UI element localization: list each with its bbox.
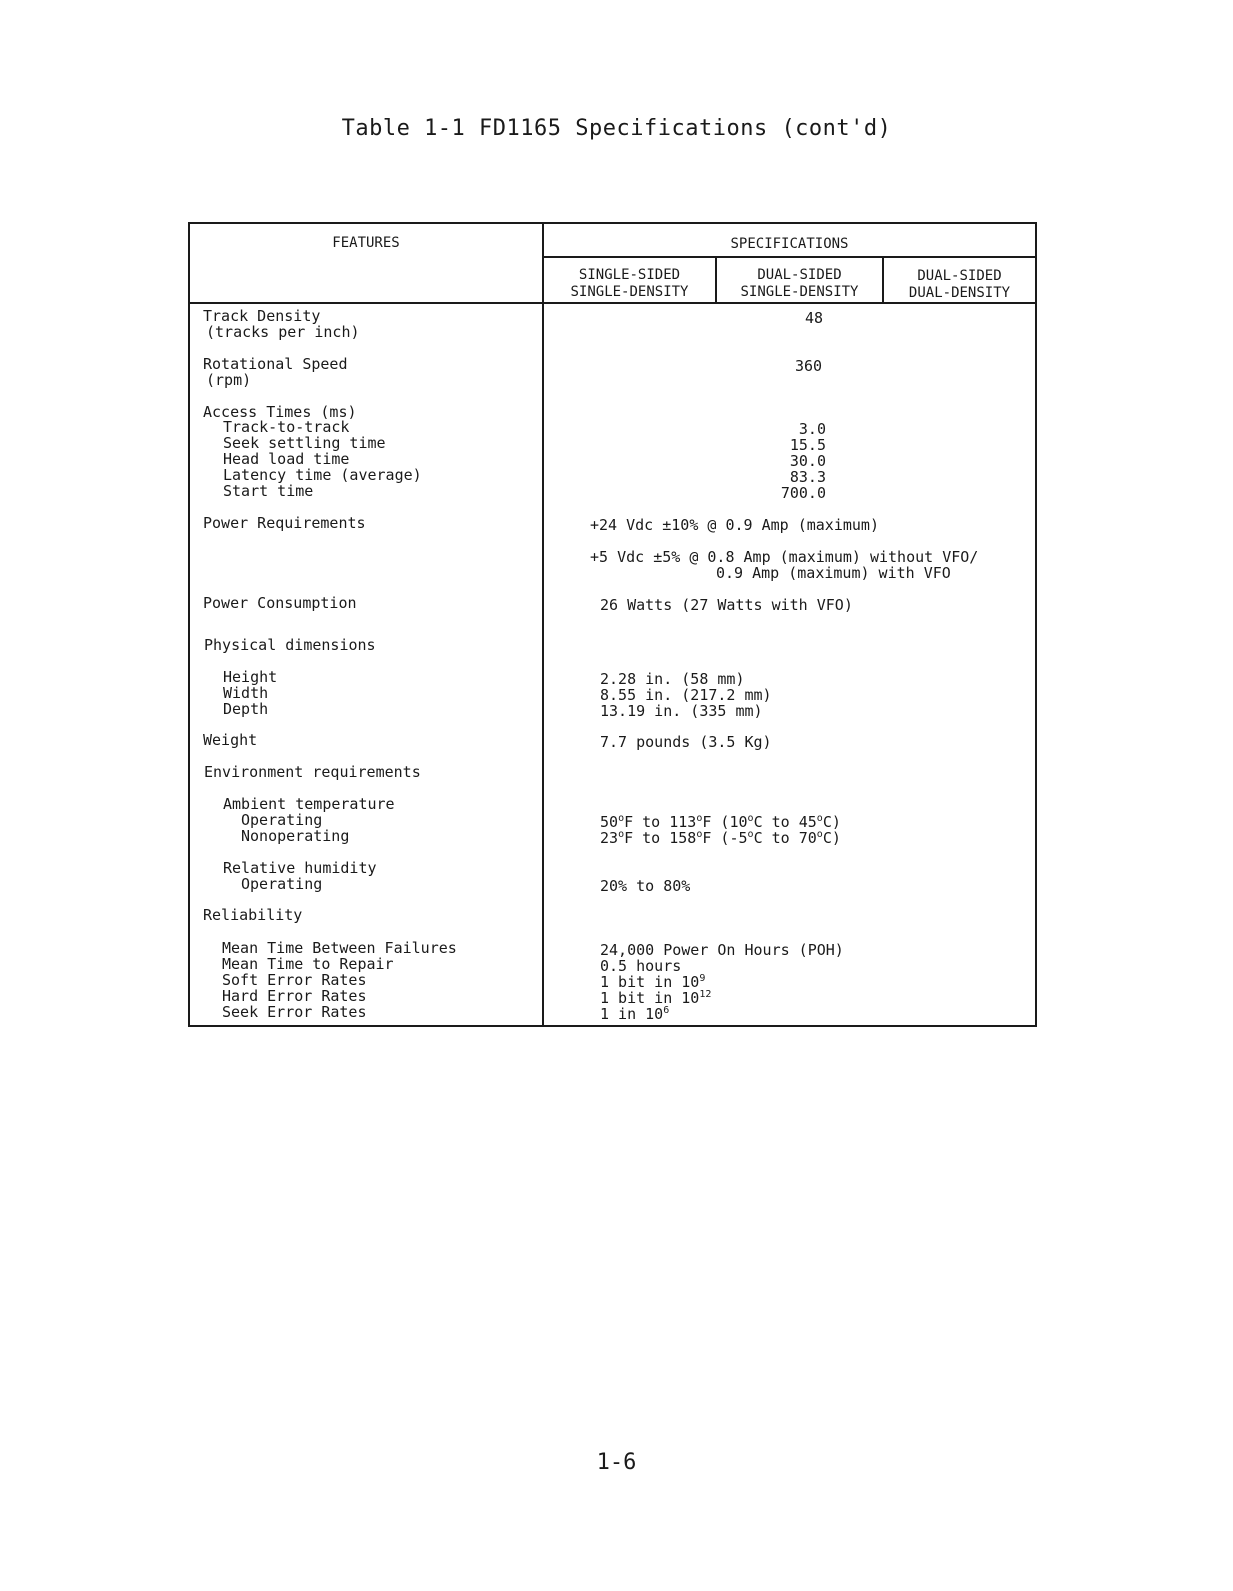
feature-mttr: Mean Time to Repair (222, 955, 394, 973)
spec-seek-error: 1 in $10^6$ (600, 1005, 670, 1023)
spec-track-density: 48 (805, 309, 824, 327)
col2-header-line2: SINGLE-DENSITY (740, 284, 859, 300)
feature-latency: Latency time (average) (223, 466, 422, 484)
feature-temp-nonoperating: Nonoperating (241, 827, 350, 845)
feature-ambient-temperature: Ambient temperature (223, 795, 395, 813)
feature-width: Width (223, 684, 269, 702)
feature-mtbf: Mean Time Between Failures (222, 939, 457, 957)
header-divider (542, 256, 1037, 258)
feature-height: Height (223, 668, 278, 686)
feature-seek-error: Seek Error Rates (222, 1003, 367, 1021)
feature-weight: Weight (203, 731, 258, 749)
spec-weight: 7.7 pounds (3.5 Kg) (600, 733, 772, 751)
feature-temp-operating: Operating (241, 811, 323, 829)
spec-humidity: 20% to 80% (600, 877, 691, 895)
spec-seek-settling: 15.5 (789, 436, 826, 454)
spec-temp-nonoperating: 23$^o$F to 158$^o$F (-5$^o$C to 70$^o$C) (600, 829, 841, 847)
spec-mttr: 0.5 hours (600, 957, 682, 975)
col3-header-line1: DUAL-SIDED (917, 268, 1002, 284)
column-divider (542, 224, 544, 1025)
feature-seek-settling: Seek settling time (223, 434, 386, 452)
spec-height: 2.28 in. (58 mm) (600, 670, 745, 688)
col1-header-line2: SINGLE-DENSITY (570, 284, 689, 300)
spec-power-5v-line2: 0.9 Amp (maximum) with VFO (716, 564, 951, 582)
page-number: 1-6 (596, 1450, 637, 1475)
spec-track-to-track: 3.0 (798, 420, 826, 438)
feature-access-times: Access Times (ms) (203, 403, 357, 421)
feature-power-requirements: Power Requirements (203, 514, 366, 532)
feature-hard-error: Hard Error Rates (222, 987, 367, 1005)
feature-relative-humidity: Relative humidity (223, 859, 377, 877)
spec-start-time: 700.0 (780, 484, 826, 502)
col1-header-line1: SINGLE-SIDED (578, 267, 681, 283)
spec-soft-error: 1 bit in $10^9$ (600, 973, 706, 991)
feature-head-load: Head load time (223, 450, 350, 468)
spec-power-5v-line1: +5 Vdc ±5% @ 0.8 Amp (maximum) without VFO/ (590, 548, 979, 566)
spec-depth: 13.19 in. (335 mm) (600, 702, 763, 720)
feature-track-to-track: Track-to-track (223, 418, 350, 436)
spec-latency: 83.3 (789, 468, 826, 486)
feature-track-density: Track Density (203, 307, 321, 325)
col2-header-line1: DUAL-SIDED (757, 267, 842, 283)
feature-reliability: Reliability (203, 906, 303, 924)
spec-head-load: 30.0 (789, 452, 826, 470)
feature-environment: Environment requirements (204, 763, 421, 781)
feature-soft-error: Soft Error Rates (222, 971, 367, 989)
features-header: FEATURES (332, 235, 400, 251)
feature-start-time: Start time (223, 482, 314, 500)
specifications-table (188, 222, 1037, 1027)
feature-power-consumption: Power Consumption (203, 594, 357, 612)
col3-header-line2: DUAL-DENSITY (908, 285, 1011, 301)
feature-depth: Depth (223, 700, 269, 718)
feature-track-density-unit: (tracks per inch) (206, 323, 360, 341)
header-bottom-rule (190, 302, 1035, 304)
spec-hard-error: 1 bit in $10^{12}$ (600, 989, 712, 1007)
specifications-header: SPECIFICATIONS (730, 236, 849, 252)
spec-power-consumption: 26 Watts (27 Watts with VFO) (600, 596, 853, 614)
spec-width: 8.55 in. (217.2 mm) (600, 686, 772, 704)
spec-mtbf: 24,000 Power On Hours (POH) (600, 941, 844, 959)
spec-power-24v: +24 Vdc ±10% @ 0.9 Amp (maximum) (590, 516, 879, 534)
feature-humidity-operating: Operating (241, 875, 323, 893)
page-title: Table 1-1 FD1165 Specifications (cont'd) (341, 116, 892, 141)
spec-temp-operating: 50$^o$F to 113$^o$F (10$^o$C to 45$^o$C) (600, 813, 841, 831)
feature-rotational-speed-unit: (rpm) (206, 371, 252, 389)
feature-rotational-speed: Rotational Speed (203, 355, 348, 373)
feature-physical-dimensions: Physical dimensions (204, 636, 376, 654)
spec-rotational-speed: 360 (795, 357, 823, 375)
